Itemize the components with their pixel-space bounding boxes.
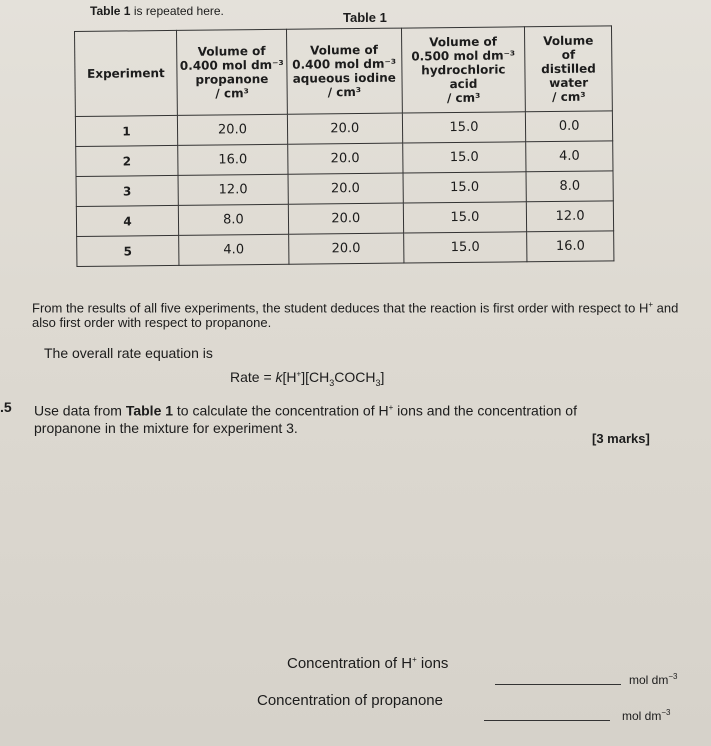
question-text-1: Use data from [34, 402, 126, 419]
rate-eq-sub: 3 [329, 377, 335, 388]
header-distilled-water [525, 26, 613, 112]
table-cell-experiment: 3 [76, 175, 178, 206]
table-cell: 4.0 [526, 141, 613, 172]
question-text-2: to calculate the concentration of H [173, 402, 389, 419]
unit-sup: −3 [661, 708, 671, 717]
answer-field-propanone[interactable] [484, 720, 610, 721]
rate-equation-intro: The overall rate equation is [44, 345, 213, 361]
table-cell: 12.0 [527, 201, 614, 232]
answer-label-text: ions [416, 655, 449, 672]
table-cell: 20.0 [288, 173, 403, 204]
header-line: 0.500 mol dm⁻³ [411, 48, 516, 64]
table-row [77, 231, 614, 267]
rate-eq-part: ][CH [301, 369, 330, 385]
header-line: aqueous iodine [292, 70, 396, 86]
table-cell: 20.0 [287, 113, 402, 144]
rate-eq-part: COCH [334, 369, 376, 385]
header-line: 0.400 mol dm⁻³ [179, 57, 284, 73]
header-line: Volume of [197, 43, 266, 59]
deduction-text-1: From the results of all five experiments, the student deduces that the reaction is first order with respect to H [32, 300, 649, 316]
deduction-text-2: and also first order with respect to propanone. [32, 300, 679, 331]
header-line: Volume [543, 33, 594, 49]
unit-text: mol dm [622, 709, 662, 723]
answer-label-hplus [287, 655, 448, 672]
table-cell: 0.0 [526, 111, 613, 142]
header-line: / cm³ [446, 90, 481, 106]
table-cell: 12.0 [178, 174, 288, 205]
table-cell: 20.0 [177, 114, 287, 145]
question-superscript: + [388, 403, 394, 412]
header-hydrochloric-acid [401, 27, 525, 113]
table-cell: 8.0 [178, 204, 288, 235]
table-cell-experiment: 1 [75, 115, 177, 146]
marks-label: [3 marks] [592, 431, 650, 446]
header-line: hydrochloric [421, 62, 506, 78]
answer-label-text: Concentration of H [287, 655, 413, 672]
table-cell: 15.0 [403, 232, 527, 263]
table-cell: 15.0 [402, 112, 526, 143]
table-cell-experiment: 4 [76, 205, 178, 236]
intro-text [90, 4, 224, 18]
table-cell: 16.0 [178, 144, 288, 175]
table-cell: 20.0 [289, 233, 404, 264]
question-text [34, 399, 644, 437]
table-cell: 15.0 [403, 172, 527, 203]
header-line: Volume of [310, 42, 378, 58]
table-cell: 15.0 [403, 202, 527, 233]
rate-eq-part: [H [282, 369, 297, 385]
answer-unit-hplus [629, 672, 677, 687]
answer-label-propanone [257, 692, 443, 709]
experiment-table [74, 25, 614, 267]
table-cell: 16.0 [527, 231, 614, 262]
table-caption: Table 1 [343, 10, 387, 25]
header-line: propanone [195, 71, 269, 87]
unit-sup: −3 [668, 672, 678, 681]
rate-eq-sub: 3 [375, 377, 381, 388]
header-line: Volume of [429, 34, 498, 50]
deduction-paragraph [32, 297, 692, 330]
answer-label-text: Concentration of propanone [257, 692, 443, 709]
header-line: Experiment [87, 66, 165, 81]
header-line: of [561, 47, 576, 62]
header-iodine [286, 28, 402, 114]
table-cell: 20.0 [288, 203, 403, 234]
table-cell: 4.0 [179, 234, 289, 265]
intro-table-ref: Table 1 [90, 4, 131, 18]
table-cell-experiment: 5 [77, 235, 179, 266]
table-header-row [75, 26, 613, 117]
table-cell: 20.0 [288, 143, 403, 174]
header-line: distilled [541, 61, 596, 77]
header-line: / cm³ [552, 89, 586, 104]
unit-text: mol dm [629, 673, 669, 687]
rate-eq-part: ] [380, 369, 385, 385]
answer-unit-propanone [622, 708, 670, 723]
answer-field-hplus[interactable] [495, 684, 621, 685]
question-text-3: ions and the concentration of propanone in the mixture for experiment 3. [34, 402, 577, 436]
deduction-superscript: + [648, 300, 654, 309]
intro-text-body: is repeated here. [133, 4, 224, 18]
rate-eq-sup: + [296, 369, 302, 379]
table-cell: 15.0 [402, 142, 526, 173]
header-line: / cm³ [215, 86, 249, 101]
header-line: / cm³ [327, 84, 362, 100]
table-cell: 8.0 [526, 171, 613, 202]
rate-eq-lhs: Rate = [230, 369, 276, 385]
answer-label-sup: + [412, 655, 417, 664]
header-line: 0.400 mol dm⁻³ [292, 56, 397, 72]
question-number: .5 [0, 399, 12, 415]
rate-eq-k: k [275, 369, 283, 385]
header-line: acid [449, 76, 478, 92]
header-line: water [549, 75, 589, 91]
header-experiment [75, 30, 178, 116]
table-cell-experiment: 2 [76, 145, 178, 176]
rate-equation [230, 369, 384, 388]
question-table-ref: Table 1 [125, 402, 174, 419]
header-propanone [176, 29, 287, 115]
